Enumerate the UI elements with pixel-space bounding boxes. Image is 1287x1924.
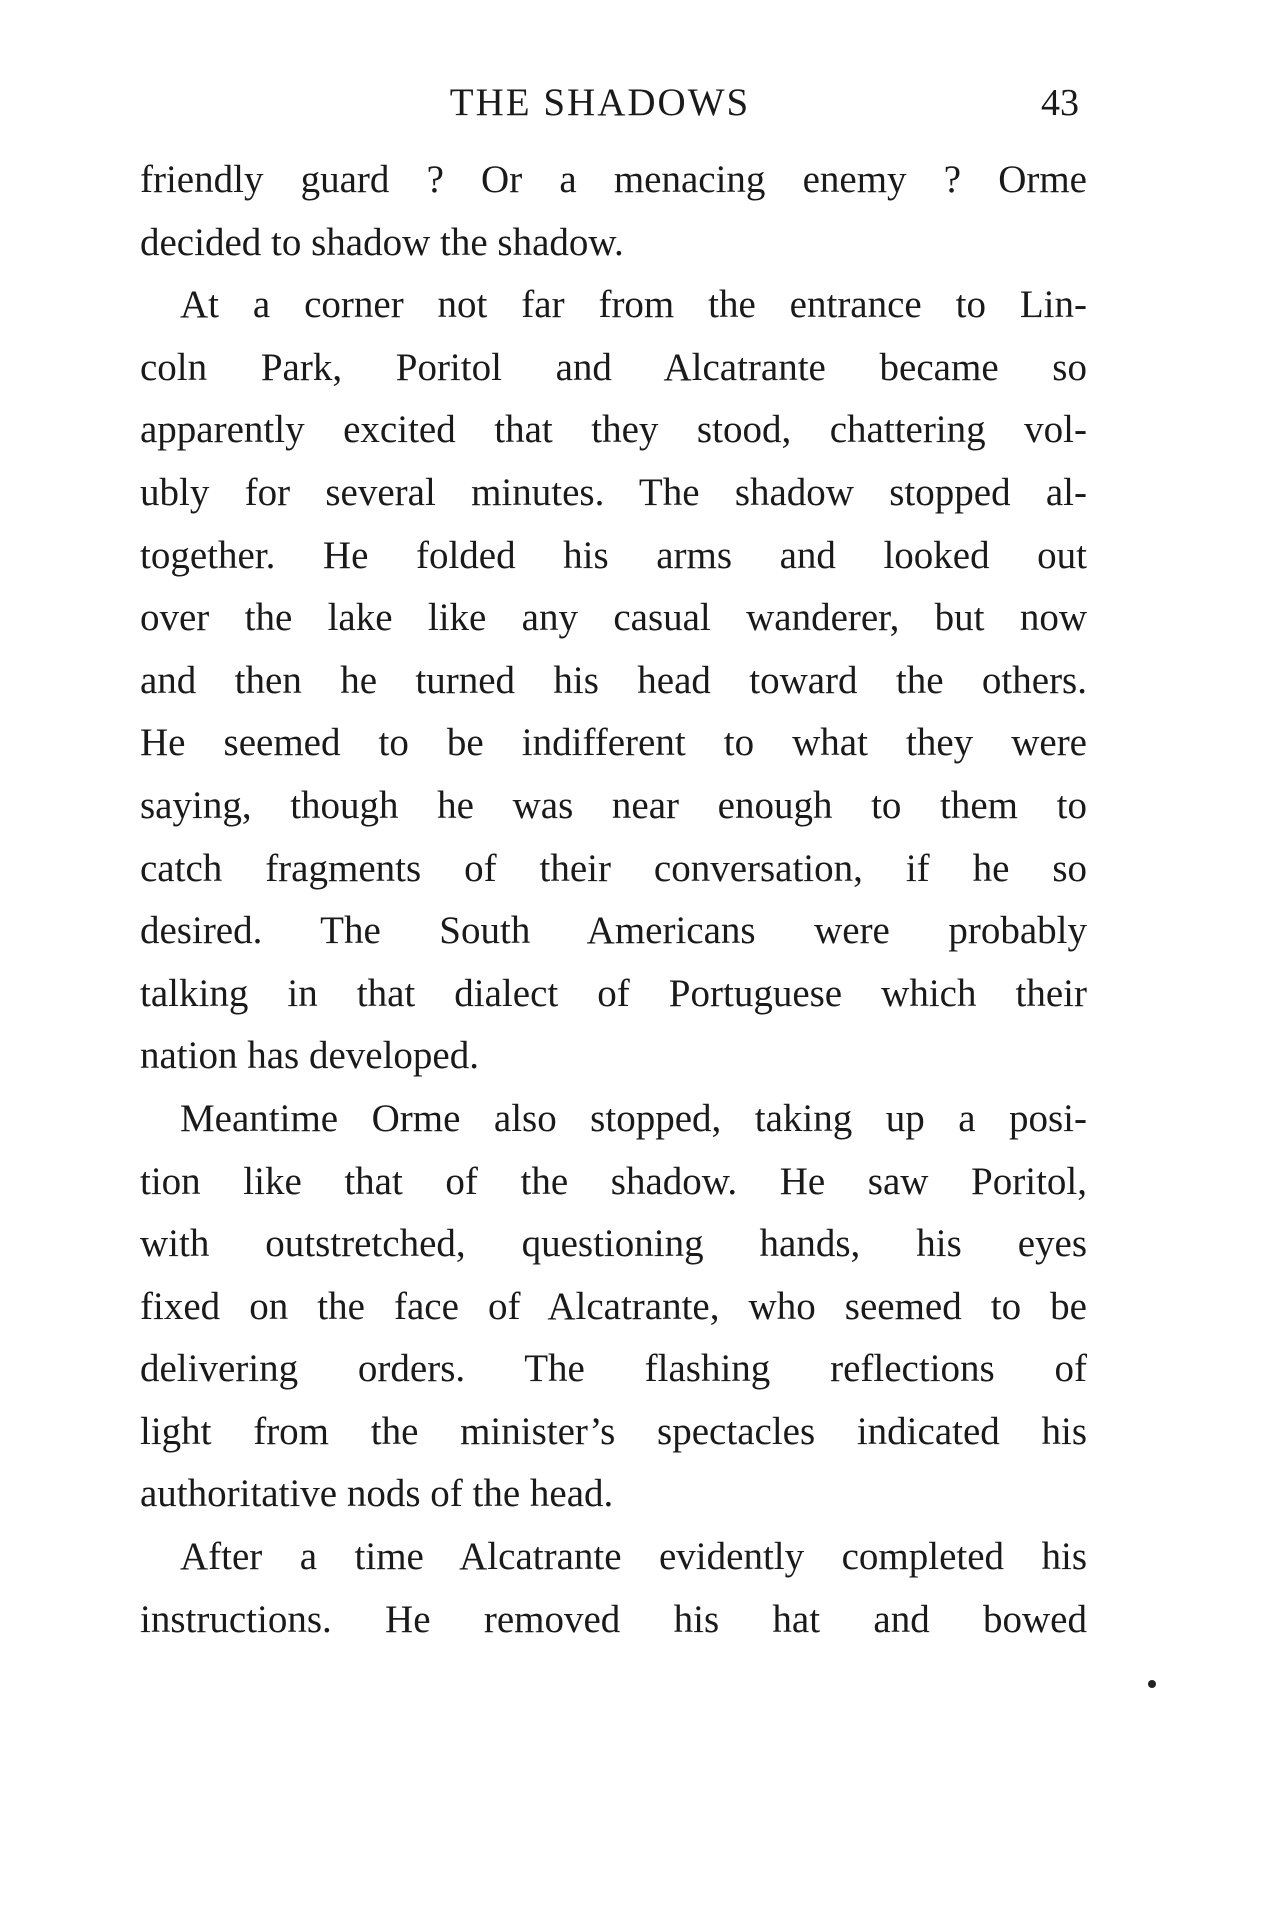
text-line: and then he turned his head toward the others. [140, 658, 1087, 702]
text-line: together. He folded his arms and looked out [140, 533, 1087, 577]
text-line: coln Park, Poritol and Alcatrante became so [140, 345, 1087, 389]
text-line: nation has developed. [140, 1034, 479, 1078]
text-line: saying, though he was near enough to them to [140, 783, 1087, 827]
text-line: At a corner not far from the entrance to Lin- [180, 283, 1087, 327]
text-line: instructions. He removed his hat and bowed [140, 1597, 1087, 1641]
print-speck [1148, 1680, 1156, 1688]
text-line: with outstretched, questioning hands, his eyes [140, 1222, 1087, 1266]
text-line: over the lake like any casual wanderer, but now [140, 596, 1087, 640]
body-text [140, 149, 1087, 1651]
text-line: desired. The South Americans were probably [140, 909, 1087, 953]
text-line: tion like that of the shadow. He saw Poritol, [140, 1159, 1087, 1203]
text-line: delivering orders. The flashing reflections of [140, 1347, 1087, 1391]
text-line: talking in that dialect of Portuguese which their [140, 971, 1087, 1015]
running-title: THE SHADOWS [449, 81, 751, 124]
text-line: After a time Alcatrante evidently completed his [180, 1535, 1087, 1579]
text-line: catch fragments of their conversation, if he so [140, 846, 1087, 890]
running-head [0, 78, 1287, 128]
text-line: authoritative nods of the head. [140, 1472, 614, 1516]
text-line: friendly guard ? Or a menacing enemy ? Orme [140, 158, 1087, 201]
text-line: ubly for several minutes. The shadow stopped al- [140, 470, 1087, 514]
text-line: He seemed to be indifferent to what they were [140, 721, 1087, 765]
text-line: apparently excited that they stood, chattering vol- [140, 408, 1087, 452]
text-line: decided to shadow the shadow. [140, 220, 624, 264]
text-line: Meantime Orme also stopped, taking up a posi- [180, 1096, 1087, 1140]
text-line: fixed on the face of Alcatrante, who seemed to be [140, 1284, 1087, 1328]
page-number: 43 [1041, 82, 1079, 124]
text-line: light from the minister’s spectacles indicated his [140, 1409, 1087, 1453]
